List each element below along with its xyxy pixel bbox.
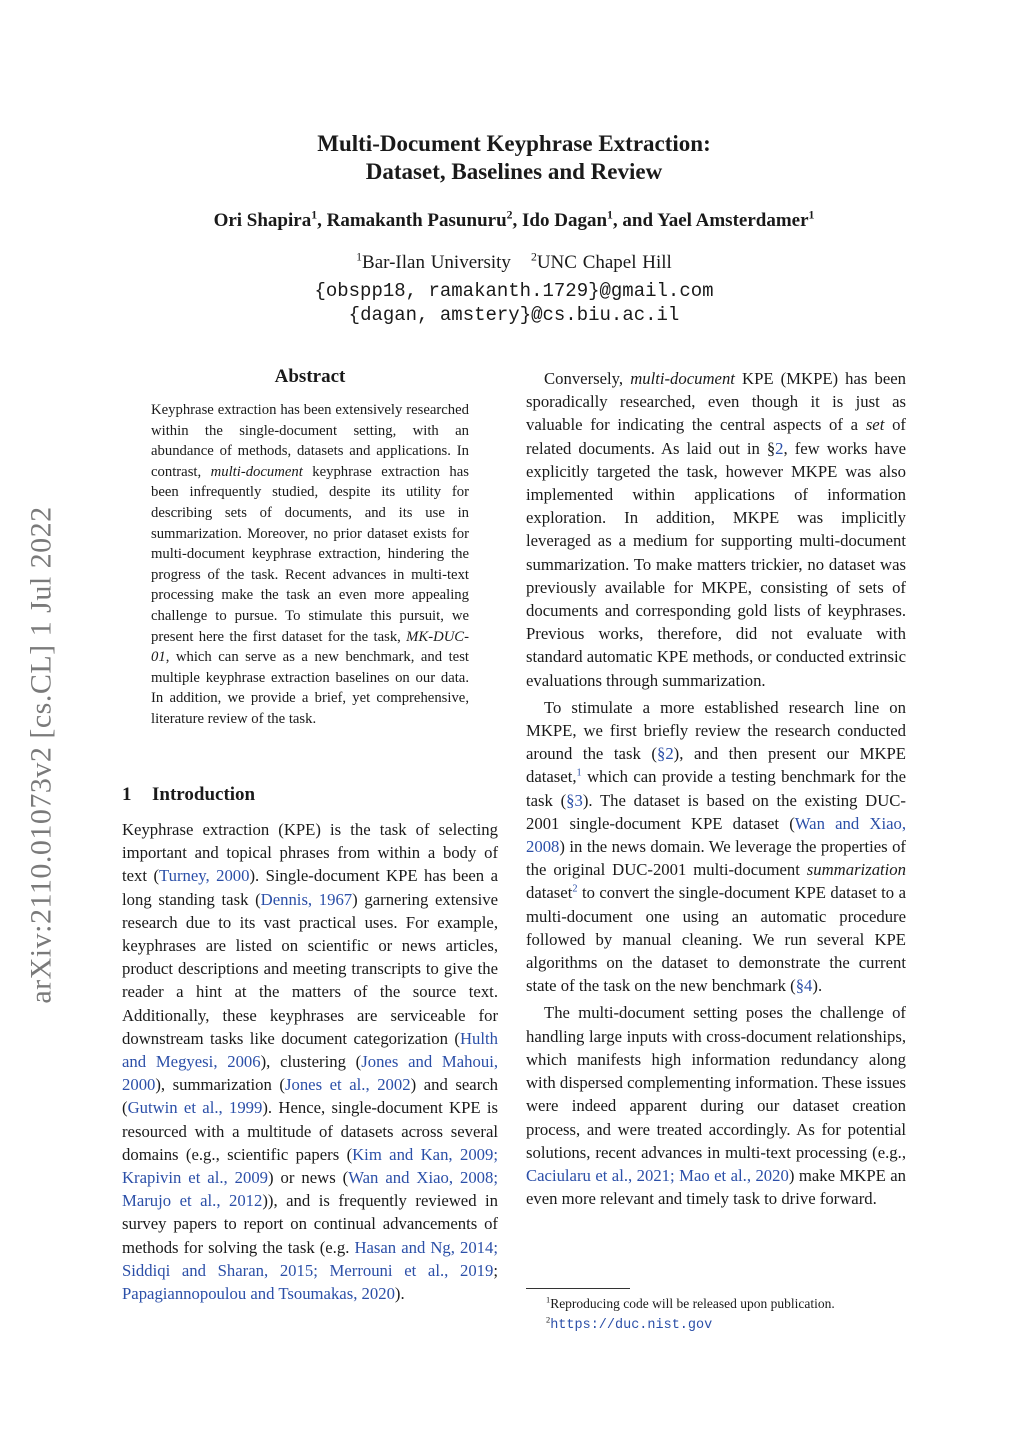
body-text: ) or news ( — [268, 1168, 349, 1188]
citation-link[interactable]: Jones and Mahoui, 2000 — [122, 1052, 499, 1095]
body-text: ; — [493, 1260, 498, 1280]
emphasis: multi-document — [630, 369, 735, 388]
body-text: ), clustering ( — [260, 1052, 362, 1072]
footnote-1 — [526, 1294, 906, 1314]
affiliation-bar-ilan: Bar-Ilan University — [362, 252, 511, 273]
citation-link[interactable]: Papagiannopoulou and Tsoumakas, 2020 — [122, 1284, 395, 1304]
citation-link[interactable]: Dennis, 1967 — [260, 889, 353, 909]
section-heading-introduction — [122, 784, 255, 806]
body-text: ). — [812, 976, 823, 996]
body-text: ), summarization ( — [155, 1075, 285, 1095]
paper-title — [214, 130, 814, 186]
author-affiliation-mark: 1 — [808, 208, 815, 222]
abstract-text: Keyphrase extraction has been extensively researched within the single-document setting, with an abundance of methods, datasets and applications. In contrast, — [151, 402, 469, 480]
footnote-mark: 2 — [546, 1315, 551, 1325]
right-paragraph-1 — [526, 367, 906, 692]
footnote-url-link[interactable]: https://duc.nist.gov — [550, 1318, 713, 1333]
abstract-text: keyphrase extraction has been infrequently studied, despite its utility for describing sets of documents, and its use in summarization. Moreover, no prior dataset exists for multi-document keyphrase extraction, hindering the progress of the task. Recent advances in multi-text processing make the task an even more appealing challenge to pursue. To stimulate this pursuit, we present here the first dataset for the task, — [151, 463, 469, 645]
author-separator: , — [317, 210, 327, 231]
right-paragraph-2 — [526, 696, 906, 998]
right-paragraph-3 — [526, 1001, 906, 1210]
body-text: KPE (MKPE) has been sporadically researched, even though it is just as valuable for indicating the central aspects of a — [526, 369, 907, 435]
body-text: ). — [394, 1284, 405, 1304]
footnotes — [526, 1294, 906, 1336]
body-text: ) in the news domain. We leverage the properties of the original DUC-2001 multi-document — [526, 837, 906, 880]
body-text: dataset — [526, 883, 573, 903]
body-text: ) make MKPE an even more relevant and timely task to drive forward. — [526, 1165, 906, 1209]
title-line-2: Dataset, Baselines and Review — [365, 159, 663, 184]
emphasis: summarization — [806, 860, 906, 880]
title-line-1: Multi-Document Keyphrase Extraction: — [317, 131, 711, 156]
body-text: )), and is frequently reviewed in survey papers to report on continual advancements of methods for solving the task (e.g. — [122, 1191, 498, 1257]
body-text: To stimulate a more established research line on MKPE, we first briefly review the research conducted around the task ( — [526, 697, 906, 764]
citation-link[interactable]: Kim and Kan, 2009; Krapivin et al., 2009 — [122, 1144, 498, 1188]
author-separator: , — [512, 210, 523, 231]
author-affiliation-mark: 2 — [506, 208, 513, 222]
body-text: ). The dataset is based on the existing DUC-2001 single-document KPE dataset ( — [526, 790, 906, 833]
arxiv-id: arXiv:2110.01073v2 [cs.CL] 1 Jul 2022 — [25, 506, 58, 1004]
abstract-body — [151, 400, 469, 730]
footnote-mark-link[interactable]: 1 — [576, 767, 582, 779]
section-ref-link[interactable]: §2 — [656, 744, 674, 764]
right-column — [526, 367, 906, 1210]
citation-link[interactable]: Wan and Xiao, 2008; Marujo et al., 2012 — [122, 1168, 498, 1211]
body-text: Keyphrase extraction (KPE) is the task of selecting important and topical phrases from within a body of text ( — [122, 820, 498, 886]
body-text: Conversely, — [544, 369, 631, 388]
body-text: to convert the single-document KPE dataset to a multi-document one using an automatic procedure followed by manual cleaning. We run several KPE algorithms on the dataset to demonstrate the current state of the task on the new benchmark ( — [526, 883, 906, 996]
affiliation-mark: 2 — [530, 250, 537, 264]
footnote-2 — [526, 1314, 906, 1336]
affiliation-unc: UNC Chapel Hill — [536, 252, 672, 273]
footnote-mark: 1 — [546, 1295, 551, 1305]
footnote-divider — [526, 1288, 630, 1289]
citation-link[interactable]: Caciularu et al., 2021; Mao et al., 2020 — [526, 1165, 789, 1185]
arxiv-sidebar-stamp — [10, 470, 74, 1040]
section-ref-link[interactable]: §3 — [566, 790, 583, 810]
abstract-emphasis: multi-document — [210, 463, 303, 480]
footnote-text: Reproducing code will be released upon publication. — [550, 1296, 835, 1311]
body-text: ) and search ( — [122, 1075, 498, 1118]
dataset-name: MK-DUC-01 — [151, 628, 469, 666]
citation-link[interactable]: Hasan and Ng, 2014; Siddiqi and Sharan, 2015; Merrouni et al., 2019 — [122, 1237, 498, 1280]
affiliation-mark: 1 — [356, 250, 363, 264]
body-text: ) garnering extensive research due to its vast practical uses. For example, keyphrases are listed on scientific or news articles, product descriptions and meeting transcripts to give the reader a hint at the matters of the source text. Additionally, these keyphrases are serviceable for downstream tasks like document categorization ( — [122, 889, 499, 1048]
affiliations — [214, 252, 814, 274]
abstract-paragraph — [151, 400, 469, 730]
footnote-mark-link[interactable]: 2 — [572, 883, 578, 895]
citation-link[interactable]: Turney, 2000 — [159, 866, 250, 886]
author-affiliation-mark: 1 — [311, 208, 318, 222]
body-text: which can provide a testing benchmark for the task ( — [526, 767, 906, 810]
author-name: Ido Dagan — [522, 210, 608, 231]
section-title: Introduction — [152, 784, 256, 805]
citation-link[interactable]: Gutwin et al., 1999 — [127, 1098, 263, 1118]
citation-link[interactable]: Hulth and Megyesi, 2006 — [122, 1028, 498, 1072]
abstract-heading: Abstract — [274, 366, 346, 387]
citation-link[interactable]: Jones et al., 2002 — [284, 1075, 411, 1095]
email-line-2[interactable]: {dagan, amstery}@cs.biu.ac.il — [348, 304, 680, 326]
body-text: The multi-document setting poses the challenge of handling large inputs with cross-document relationships, which manifests high information redundancy along with dispersed complementing information. These issues were indeed apparent during our dataset creation process, and were treated accordingly. As for potential solutions, recent advances in multi-text processing (e.g., — [526, 1003, 906, 1162]
author-affiliation-mark: 1 — [607, 208, 613, 222]
citation-link[interactable]: Wan and Xiao, 2008 — [526, 813, 907, 857]
abstract-text: , which can serve as a new benchmark, and test multiple keyphrase extraction baselines on our data. In addition, we provide a brief, yet comprehensive, literature review of the task. — [151, 649, 469, 727]
emphasis: set — [865, 415, 885, 435]
section-ref-link[interactable]: §4 — [795, 976, 813, 996]
author-name: Yael Amsterdamer — [657, 210, 809, 231]
body-text: of related documents. As laid out in § — [526, 415, 906, 458]
author-list — [134, 210, 894, 232]
author-name: Ori Shapira — [213, 210, 312, 231]
email-line-1[interactable]: {obspp18, ramakanth.1729}@gmail.com — [314, 280, 714, 302]
intro-paragraph — [122, 818, 498, 1305]
author-name: Ramakanth Pasunuru — [326, 210, 507, 231]
section-number: 1 — [122, 784, 132, 805]
body-text: ). Single-document KPE has been a long standing task ( — [122, 866, 498, 909]
body-text: ). Hence, single-document KPE is resourced with a multitude of datasets across several domains (e.g., scientific papers ( — [122, 1098, 498, 1164]
body-text: ), and then present our MKPE dataset, — [526, 744, 906, 787]
left-column-intro — [122, 818, 498, 1305]
body-text: , few works have explicitly targeted the task, however MKPE was also implemented within applications of information exploration. In addition, MKPE was implicitly leveraged as a medium for supporting multi-document summarization. To make matters trickier, no dataset was previously available for MKPE, consisting of sets of documents and corresponding gold lists of keyphrases. Previous works, therefore, did not evaluate with standard automatic KPE methods, or conducted extrinsic evaluations through summarization. — [526, 438, 906, 690]
author-separator: , and — [612, 210, 658, 231]
section-ref-link[interactable]: 2 — [775, 438, 784, 458]
